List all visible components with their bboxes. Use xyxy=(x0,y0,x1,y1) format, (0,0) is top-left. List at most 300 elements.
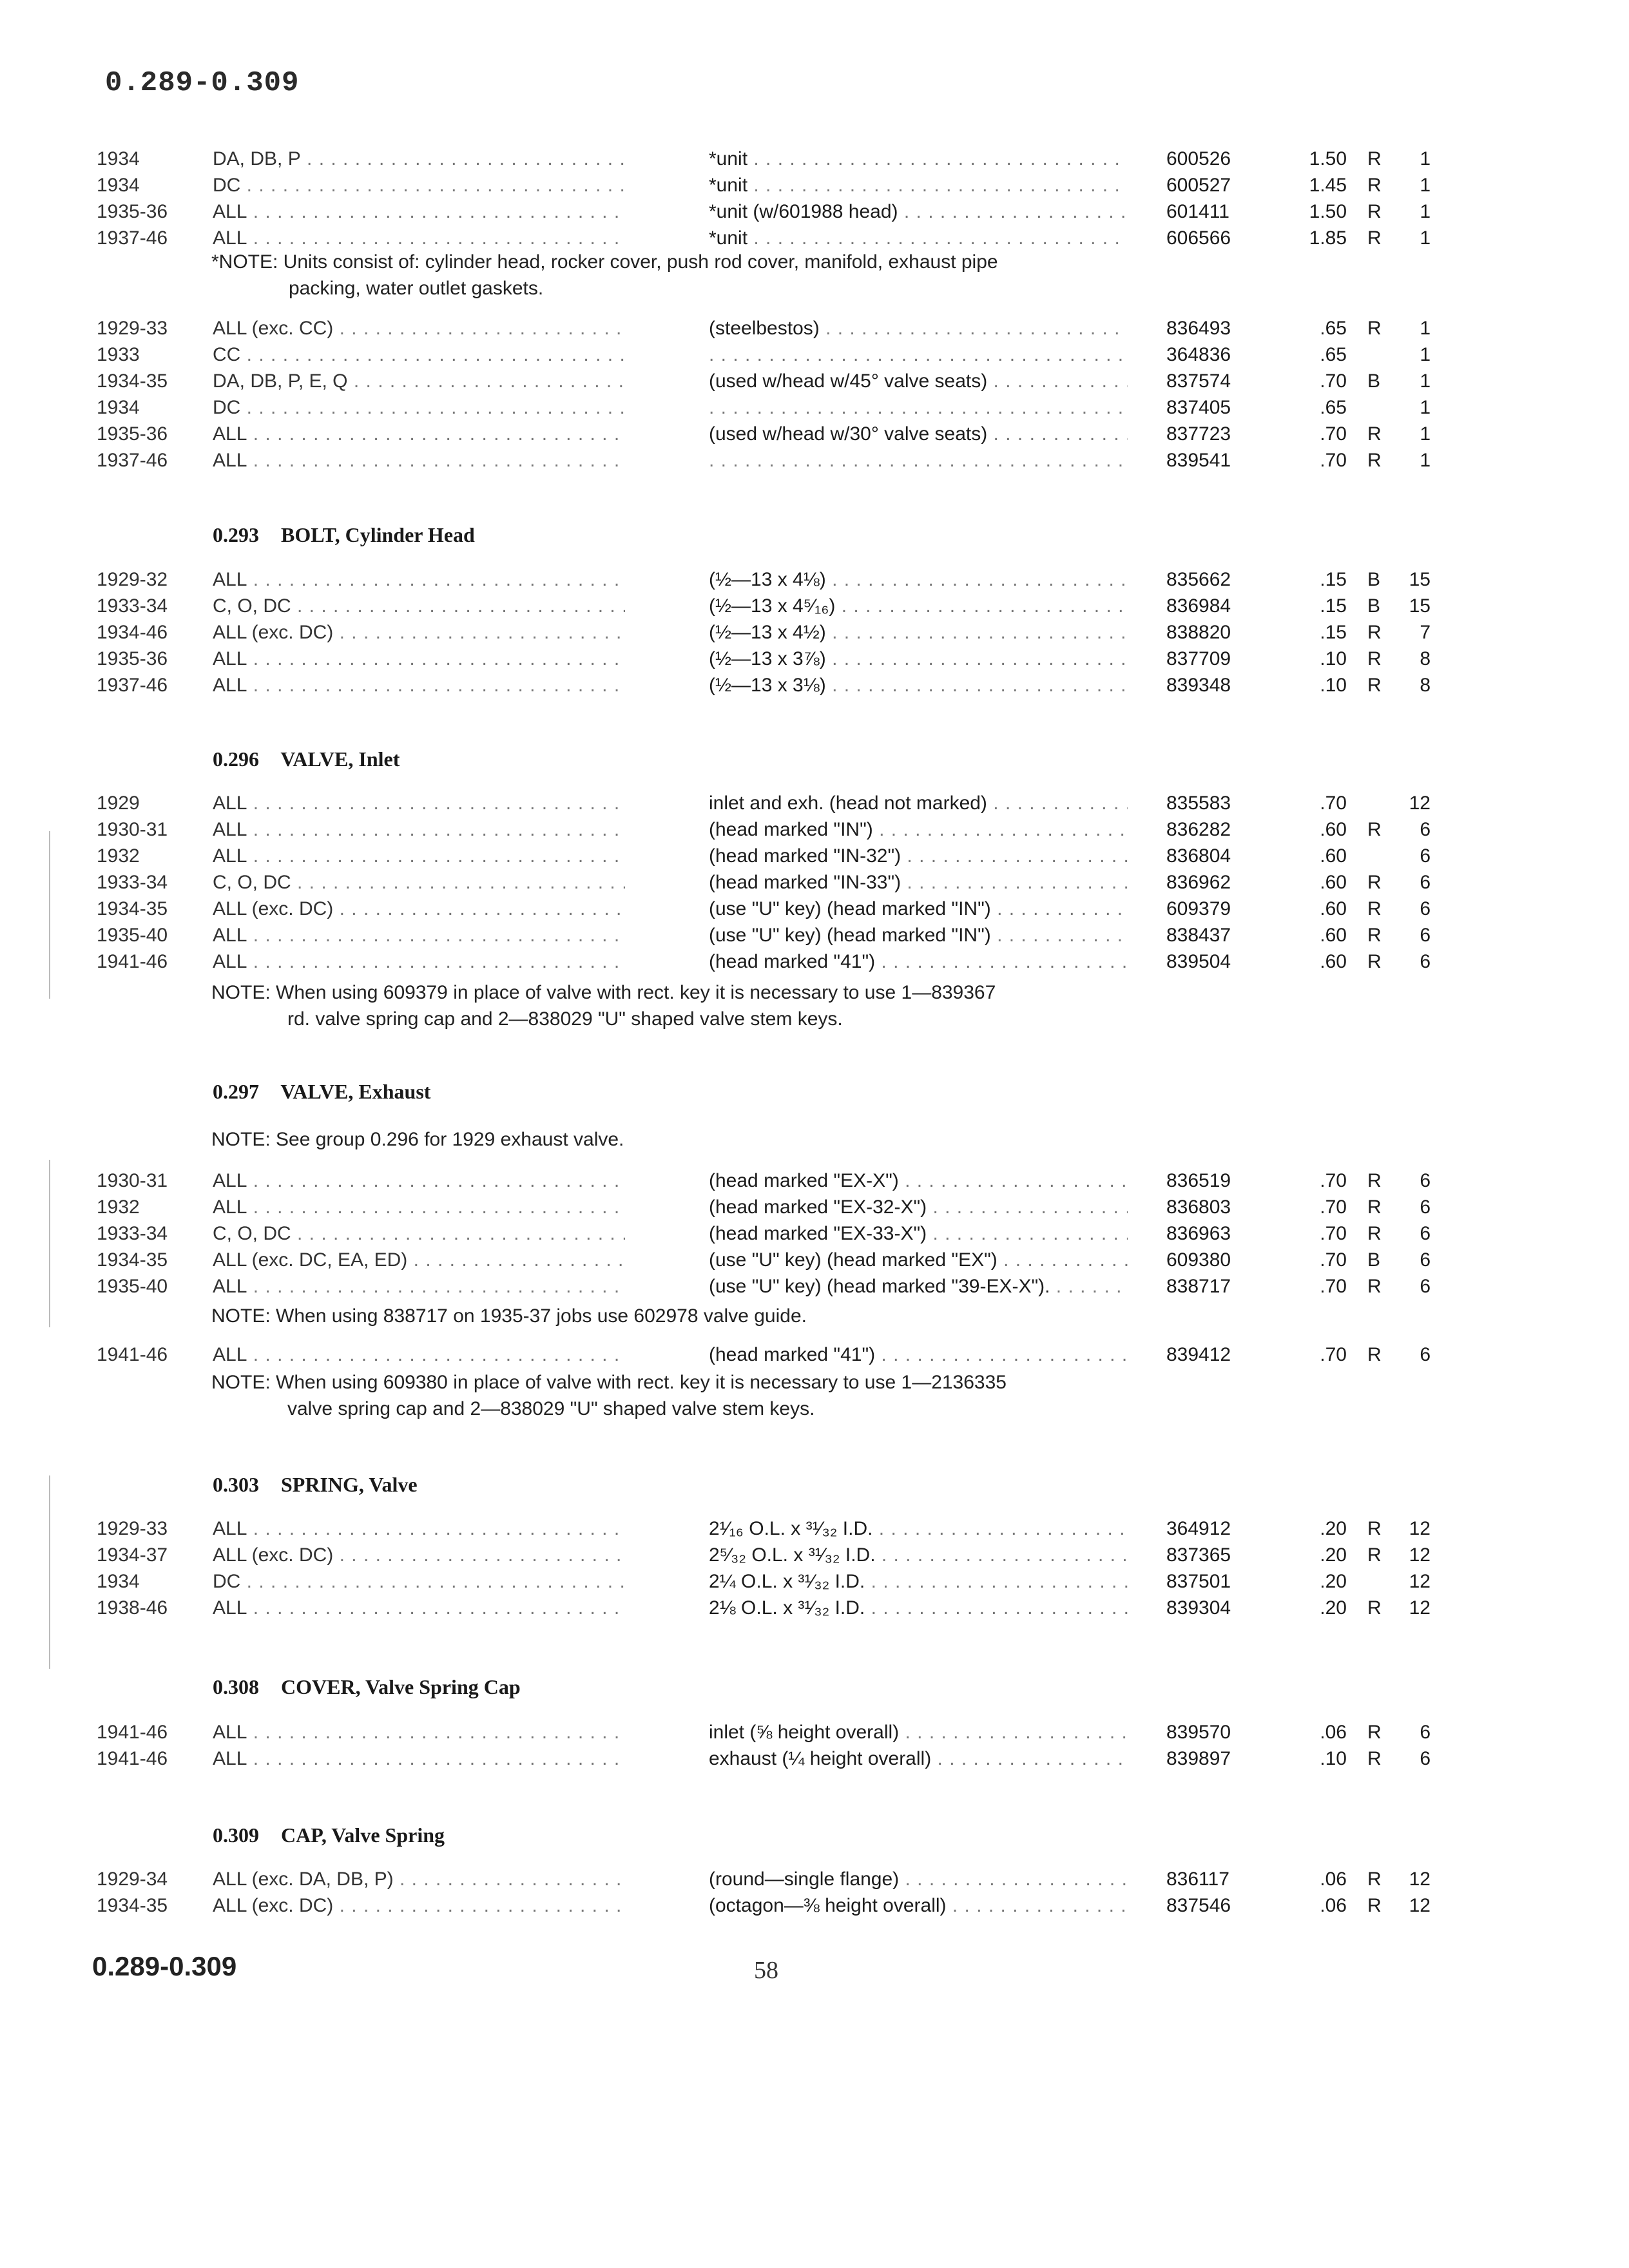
row-models: ALL . . . xyxy=(213,1196,625,1218)
row-quantity: 12 xyxy=(1409,793,1431,814)
row-quantity: 6 xyxy=(1420,925,1431,946)
group-0297-mid-note: NOTE: When using 838717 on 1935-37 jobs use 602978 valve guide. xyxy=(211,1305,807,1327)
table-row xyxy=(0,1895,1629,1922)
table-row xyxy=(0,1748,1629,1775)
row-price: .10 xyxy=(1320,1748,1347,1769)
row-part-number: 838437 xyxy=(1166,925,1231,946)
row-description: (½—13 x 3⅞) . . . xyxy=(709,648,1128,670)
row-models: ALL . . . xyxy=(213,1748,625,1770)
row-quantity: 12 xyxy=(1409,1869,1431,1890)
row-price: .60 xyxy=(1320,951,1347,972)
row-years: 1933 xyxy=(97,344,140,365)
row-price: .60 xyxy=(1320,925,1347,946)
table-row xyxy=(0,925,1629,952)
note-line: packing, water outlet gaskets. xyxy=(289,278,544,299)
table-row xyxy=(0,622,1629,649)
row-description: (head marked "EX-33-X") . . . xyxy=(709,1223,1128,1245)
row-code: R xyxy=(1367,423,1382,445)
row-code: B xyxy=(1367,595,1381,617)
row-quantity: 1 xyxy=(1420,423,1431,445)
row-models: ALL (exc. DC) . . . xyxy=(213,898,625,920)
row-years: 1930-31 xyxy=(97,1170,168,1191)
row-quantity: 6 xyxy=(1420,819,1431,840)
row-description: *unit . . . xyxy=(709,175,1128,197)
row-price: .20 xyxy=(1320,1597,1347,1619)
row-models: ALL (exc. CC) . . . xyxy=(213,318,625,340)
table-row xyxy=(0,793,1629,820)
row-part-number: 835662 xyxy=(1166,569,1231,590)
margin-scan-mark xyxy=(49,831,50,999)
row-quantity: 1 xyxy=(1420,344,1431,365)
row-price: .20 xyxy=(1320,1571,1347,1592)
row-code: R xyxy=(1367,1544,1382,1566)
row-description: (head marked "IN") . . . xyxy=(709,819,1128,841)
section-heading-0303 xyxy=(213,1473,418,1501)
table-row xyxy=(0,148,1629,175)
row-part-number: 837405 xyxy=(1166,397,1231,418)
table-row xyxy=(0,318,1629,345)
note-line: rd. valve spring cap and 2—838029 "U" shaped valve stem keys. xyxy=(287,1008,843,1030)
row-part-number: 837546 xyxy=(1166,1895,1231,1916)
row-models: ALL . . . xyxy=(213,793,625,814)
row-description: (use "U" key) (head marked "IN") . . . xyxy=(709,925,1128,947)
row-quantity: 6 xyxy=(1420,951,1431,972)
row-models: ALL . . . xyxy=(213,1722,625,1744)
row-part-number: 600526 xyxy=(1166,148,1231,169)
row-years: 1941-46 xyxy=(97,1344,168,1365)
section-title: COVER, Valve Spring Cap xyxy=(281,1675,521,1698)
row-part-number: 836117 xyxy=(1166,1869,1229,1890)
table-row xyxy=(0,1544,1629,1571)
row-price: .15 xyxy=(1320,595,1347,617)
row-part-number: 839504 xyxy=(1166,951,1231,972)
row-quantity: 1 xyxy=(1420,175,1431,196)
row-models: ALL . . . xyxy=(213,845,625,867)
row-years: 1929-33 xyxy=(97,1518,168,1539)
row-models: ALL . . . xyxy=(213,1170,625,1192)
row-code: R xyxy=(1367,872,1382,893)
row-part-number: 839541 xyxy=(1166,450,1231,471)
row-quantity: 8 xyxy=(1420,648,1431,669)
row-years: 1932 xyxy=(97,845,140,867)
row-years: 1929-32 xyxy=(97,569,168,590)
row-description xyxy=(709,344,1128,366)
row-part-number: 836804 xyxy=(1166,845,1231,867)
row-part-number: 839897 xyxy=(1166,1748,1231,1769)
row-years: 1929-33 xyxy=(97,318,168,339)
row-description: (used w/head w/30° valve seats) . . . xyxy=(709,423,1128,445)
row-code: R xyxy=(1367,925,1382,946)
row-years: 1938-46 xyxy=(97,1597,168,1619)
row-price: .06 xyxy=(1320,1895,1347,1916)
row-models: ALL . . . xyxy=(213,951,625,973)
row-code: R xyxy=(1367,1722,1382,1743)
row-quantity: 1 xyxy=(1420,148,1431,169)
row-code: R xyxy=(1367,951,1382,972)
section-number: 0.308 xyxy=(213,1675,259,1698)
page-footer-code: 0.289-0.309 xyxy=(92,1951,237,1981)
row-quantity: 6 xyxy=(1420,845,1431,867)
table-row xyxy=(0,898,1629,925)
note-line: valve spring cap and 2—838029 "U" shaped valve stem keys. xyxy=(287,1398,815,1419)
table-row xyxy=(0,595,1629,622)
row-description: (head marked "EX-X") . . . xyxy=(709,1170,1128,1192)
row-code: R xyxy=(1367,1895,1382,1916)
row-quantity: 6 xyxy=(1420,1223,1431,1244)
row-quantity: 6 xyxy=(1420,1344,1431,1365)
row-price: .70 xyxy=(1320,1223,1347,1244)
row-code: R xyxy=(1367,675,1382,696)
section-heading-0296 xyxy=(213,747,400,776)
row-code: R xyxy=(1367,1196,1382,1218)
section-number: 0.309 xyxy=(213,1823,259,1847)
table-row xyxy=(0,450,1629,477)
group-0289-note xyxy=(211,249,1178,302)
row-years: 1934-35 xyxy=(97,1895,168,1916)
row-models: DC . . . xyxy=(213,1571,625,1593)
row-models: ALL (exc. DC) . . . xyxy=(213,622,625,644)
row-description: (½—13 x 4⅛) . . . xyxy=(709,569,1128,591)
table-row xyxy=(0,370,1629,398)
row-quantity: 12 xyxy=(1409,1544,1431,1566)
row-price: .70 xyxy=(1320,1170,1347,1191)
row-price: .60 xyxy=(1320,819,1347,840)
row-price: 1.85 xyxy=(1309,227,1347,249)
row-description: (½—13 x 3⅛) . . . xyxy=(709,675,1128,697)
table-row xyxy=(0,569,1629,596)
section-title: SPRING, Valve xyxy=(281,1473,418,1496)
section-heading-0293 xyxy=(213,523,475,552)
row-quantity: 15 xyxy=(1409,595,1431,617)
row-quantity: 12 xyxy=(1409,1895,1431,1916)
row-code: R xyxy=(1367,175,1382,196)
table-row xyxy=(0,1276,1629,1303)
row-price: .60 xyxy=(1320,845,1347,867)
section-number: 0.296 xyxy=(213,747,259,771)
row-description: (head marked "41") . . . xyxy=(709,1344,1128,1366)
row-years: 1934-37 xyxy=(97,1544,168,1566)
margin-scan-mark xyxy=(49,1475,50,1669)
table-row xyxy=(0,1196,1629,1224)
row-years: 1934 xyxy=(97,175,140,196)
section-heading-0309 xyxy=(213,1823,445,1852)
row-years: 1934-46 xyxy=(97,622,168,643)
row-price: .70 xyxy=(1320,370,1347,392)
row-part-number: 836493 xyxy=(1166,318,1231,339)
row-models: ALL (exc. DC, EA, ED) . . . xyxy=(213,1249,625,1271)
row-quantity: 1 xyxy=(1420,397,1431,418)
note-line: *NOTE: Units consist of: cylinder head, rocker cover, push rod cover, manifold, exhaust pipe xyxy=(211,251,998,273)
row-models: C, O, DC . . . xyxy=(213,872,625,894)
row-quantity: 1 xyxy=(1420,370,1431,392)
table-row xyxy=(0,1344,1629,1371)
row-quantity: 6 xyxy=(1420,1196,1431,1218)
row-part-number: 839348 xyxy=(1166,675,1231,696)
row-part-number: 364912 xyxy=(1166,1518,1231,1539)
row-price: .15 xyxy=(1320,622,1347,643)
row-years: 1935-36 xyxy=(97,201,168,222)
row-code: B xyxy=(1367,1249,1381,1271)
row-models: ALL . . . xyxy=(213,1276,625,1298)
row-description: (round—single flange) . . . xyxy=(709,1869,1128,1890)
row-models: ALL . . . xyxy=(213,648,625,670)
row-price: .06 xyxy=(1320,1722,1347,1743)
row-models: ALL . . . xyxy=(213,925,625,947)
row-price: .20 xyxy=(1320,1518,1347,1539)
row-code: R xyxy=(1367,1597,1382,1619)
row-price: .10 xyxy=(1320,648,1347,669)
row-part-number: 837365 xyxy=(1166,1544,1231,1566)
row-years: 1937-46 xyxy=(97,675,168,696)
row-part-number: 600527 xyxy=(1166,175,1231,196)
row-price: 1.45 xyxy=(1309,175,1347,196)
row-code: B xyxy=(1367,569,1381,590)
row-code: R xyxy=(1367,201,1382,222)
row-part-number: 836803 xyxy=(1166,1196,1231,1218)
section-heading-0308 xyxy=(213,1675,521,1704)
row-quantity: 12 xyxy=(1409,1518,1431,1539)
table-row xyxy=(0,1571,1629,1598)
row-models: C, O, DC . . . xyxy=(213,1223,625,1245)
row-description: *unit (w/601988 head) . . . xyxy=(709,201,1128,223)
row-price: .60 xyxy=(1320,872,1347,893)
row-code: R xyxy=(1367,148,1382,169)
section-heading-0297 xyxy=(213,1080,430,1108)
row-description: (½—13 x 4⁵⁄₁₆) . . . xyxy=(709,595,1128,617)
table-row xyxy=(0,1249,1629,1276)
row-part-number: 837574 xyxy=(1166,370,1231,392)
row-part-number: 837501 xyxy=(1166,1571,1231,1592)
row-quantity: 12 xyxy=(1409,1597,1431,1619)
row-years: 1934 xyxy=(97,397,140,418)
row-models: DC . . . xyxy=(213,397,625,419)
row-models: DC . . . xyxy=(213,175,625,197)
row-price: .70 xyxy=(1320,1344,1347,1365)
row-years: 1934 xyxy=(97,1571,140,1592)
row-description: (½—13 x 4½) . . . xyxy=(709,622,1128,644)
row-description: (use "U" key) (head marked "EX") . . . xyxy=(709,1249,1128,1271)
row-price: .70 xyxy=(1320,1249,1347,1271)
row-description xyxy=(709,397,1128,419)
row-quantity: 6 xyxy=(1420,872,1431,893)
row-years: 1930-31 xyxy=(97,819,168,840)
row-code: R xyxy=(1367,1344,1382,1365)
row-price: .60 xyxy=(1320,898,1347,919)
row-models: ALL . . . xyxy=(213,423,625,445)
row-price: .65 xyxy=(1320,397,1347,418)
row-models: ALL . . . xyxy=(213,1518,625,1540)
row-years: 1934-35 xyxy=(97,370,168,392)
row-description: (head marked "IN-33") . . . xyxy=(709,872,1128,894)
table-row xyxy=(0,344,1629,371)
row-part-number: 601411 xyxy=(1166,201,1229,222)
row-description: *unit . . . xyxy=(709,148,1128,170)
row-years: 1934-35 xyxy=(97,1249,168,1271)
row-price: .65 xyxy=(1320,318,1347,339)
row-part-number: 836963 xyxy=(1166,1223,1231,1244)
row-models: ALL . . . xyxy=(213,227,625,249)
row-years: 1929-34 xyxy=(97,1869,168,1890)
table-row xyxy=(0,845,1629,872)
row-quantity: 1 xyxy=(1420,227,1431,249)
row-code: R xyxy=(1367,318,1382,339)
row-part-number: 837709 xyxy=(1166,648,1231,669)
row-part-number: 835583 xyxy=(1166,793,1231,814)
row-quantity: 6 xyxy=(1420,1748,1431,1769)
row-years: 1933-34 xyxy=(97,872,168,893)
row-code: R xyxy=(1367,622,1382,643)
row-models: DA, DB, P . . . xyxy=(213,148,625,170)
row-models: ALL (exc. DA, DB, P) . . . xyxy=(213,1869,625,1890)
row-description: inlet and exh. (head not marked) . . . xyxy=(709,793,1128,814)
row-years: 1934-35 xyxy=(97,898,168,919)
row-description: 2¼ O.L. x ³¹⁄₃₂ I.D. . . . xyxy=(709,1571,1128,1593)
group-0296-note xyxy=(211,979,1178,1032)
row-code: R xyxy=(1367,450,1382,471)
row-price: 1.50 xyxy=(1309,148,1347,169)
row-years: 1937-46 xyxy=(97,450,168,471)
row-price: .70 xyxy=(1320,793,1347,814)
row-price: .70 xyxy=(1320,1276,1347,1297)
row-models: ALL . . . xyxy=(213,675,625,697)
row-quantity: 8 xyxy=(1420,675,1431,696)
row-code: R xyxy=(1367,1869,1382,1890)
row-years: 1941-46 xyxy=(97,951,168,972)
row-models: ALL (exc. DC) . . . xyxy=(213,1895,625,1917)
row-quantity: 6 xyxy=(1420,1276,1431,1297)
row-price: .70 xyxy=(1320,1196,1347,1218)
row-quantity: 15 xyxy=(1409,569,1431,590)
row-years: 1935-36 xyxy=(97,423,168,445)
row-price: 1.50 xyxy=(1309,201,1347,222)
row-price: .20 xyxy=(1320,1544,1347,1566)
row-price: .65 xyxy=(1320,344,1347,365)
row-code: R xyxy=(1367,1223,1382,1244)
row-models: ALL (exc. DC) . . . xyxy=(213,1544,625,1566)
row-code: R xyxy=(1367,1518,1382,1539)
section-title: VALVE, Inlet xyxy=(280,747,400,771)
row-quantity: 7 xyxy=(1420,622,1431,643)
note-line: NOTE: When using 609379 in place of valve with rect. key it is necessary to use 1—839367 xyxy=(211,982,996,1003)
table-row xyxy=(0,1722,1629,1749)
table-row xyxy=(0,872,1629,899)
row-code: B xyxy=(1367,370,1381,392)
row-part-number: 364836 xyxy=(1166,344,1231,365)
row-description xyxy=(709,450,1128,472)
row-part-number: 609379 xyxy=(1166,898,1231,919)
row-years: 1941-46 xyxy=(97,1748,168,1769)
row-models: CC . . . xyxy=(213,344,625,366)
row-quantity: 6 xyxy=(1420,1170,1431,1191)
row-price: .06 xyxy=(1320,1869,1347,1890)
row-description: (use "U" key) (head marked "39-EX-X"). . . . xyxy=(709,1276,1128,1298)
row-models: ALL . . . xyxy=(213,569,625,591)
row-part-number: 836962 xyxy=(1166,872,1231,893)
row-description: exhaust (¼ height overall) . . . xyxy=(709,1748,1128,1770)
row-years: 1941-46 xyxy=(97,1722,168,1743)
row-quantity: 1 xyxy=(1420,201,1431,222)
row-part-number: 836984 xyxy=(1166,595,1231,617)
table-row xyxy=(0,423,1629,450)
row-years: 1933-34 xyxy=(97,595,168,617)
row-description: (steelbestos) . . . xyxy=(709,318,1128,340)
row-models: ALL . . . xyxy=(213,1344,625,1366)
row-quantity: 6 xyxy=(1420,1249,1431,1271)
row-code: R xyxy=(1367,898,1382,919)
row-models: ALL . . . xyxy=(213,1597,625,1619)
table-row xyxy=(0,819,1629,846)
row-part-number: 839412 xyxy=(1166,1344,1231,1365)
row-quantity: 6 xyxy=(1420,1722,1431,1743)
row-part-number: 606566 xyxy=(1166,227,1231,249)
row-models: ALL . . . xyxy=(213,450,625,472)
section-number: 0.293 xyxy=(213,523,259,546)
row-years: 1933-34 xyxy=(97,1223,168,1244)
row-quantity: 12 xyxy=(1409,1571,1431,1592)
row-description: 2¹⁄₁₆ O.L. x ³¹⁄₃₂ I.D. . . . xyxy=(709,1518,1128,1540)
note-line: NOTE: When using 609380 in place of valve with rect. key it is necessary to use 1—2136335 xyxy=(211,1372,1007,1393)
row-description: (octagon—⅜ height overall) . . . xyxy=(709,1895,1128,1917)
row-years: 1932 xyxy=(97,1196,140,1218)
row-code: R xyxy=(1367,819,1382,840)
table-row xyxy=(0,1869,1629,1896)
row-part-number: 837723 xyxy=(1166,423,1231,445)
row-code: R xyxy=(1367,648,1382,669)
section-title: VALVE, Exhaust xyxy=(280,1080,431,1103)
table-row xyxy=(0,1597,1629,1624)
row-description: 2⅛ O.L. x ³¹⁄₃₂ I.D. . . . xyxy=(709,1597,1128,1619)
row-quantity: 6 xyxy=(1420,898,1431,919)
table-row xyxy=(0,1170,1629,1197)
table-row xyxy=(0,1518,1629,1545)
table-row xyxy=(0,1223,1629,1250)
row-price: .70 xyxy=(1320,423,1347,445)
row-part-number: 836282 xyxy=(1166,819,1231,840)
row-description: *unit . . . xyxy=(709,227,1128,249)
row-models: ALL . . . xyxy=(213,201,625,223)
row-price: .70 xyxy=(1320,450,1347,471)
section-title: BOLT, Cylinder Head xyxy=(281,523,475,546)
margin-scan-mark xyxy=(49,1160,50,1327)
table-row xyxy=(0,648,1629,675)
group-0297-pre-note: NOTE: See group 0.296 for 1929 exhaust valve. xyxy=(211,1129,624,1150)
section-title: CAP, Valve Spring xyxy=(281,1823,445,1847)
row-part-number: 839304 xyxy=(1166,1597,1231,1619)
row-description: (head marked "41") . . . xyxy=(709,951,1128,973)
row-years: 1935-40 xyxy=(97,925,168,946)
table-row xyxy=(0,201,1629,228)
table-row xyxy=(0,175,1629,202)
row-code: R xyxy=(1367,1170,1382,1191)
table-row xyxy=(0,397,1629,424)
row-years: 1929 xyxy=(97,793,140,814)
row-description: inlet (⅝ height overall) . . . xyxy=(709,1722,1128,1744)
row-part-number: 838717 xyxy=(1166,1276,1231,1297)
table-row xyxy=(0,675,1629,702)
row-code: R xyxy=(1367,1748,1382,1769)
row-description: (head marked "EX-32-X") . . . xyxy=(709,1196,1128,1218)
row-models: C, O, DC . . . xyxy=(213,595,625,617)
row-price: .10 xyxy=(1320,675,1347,696)
table-row xyxy=(0,951,1629,978)
row-description: (use "U" key) (head marked "IN") . . . xyxy=(709,898,1128,920)
row-quantity: 1 xyxy=(1420,450,1431,471)
row-years: 1937-46 xyxy=(97,227,168,249)
section-number: 0.297 xyxy=(213,1080,259,1103)
row-quantity: 1 xyxy=(1420,318,1431,339)
row-part-number: 609380 xyxy=(1166,1249,1231,1271)
row-price: .15 xyxy=(1320,569,1347,590)
